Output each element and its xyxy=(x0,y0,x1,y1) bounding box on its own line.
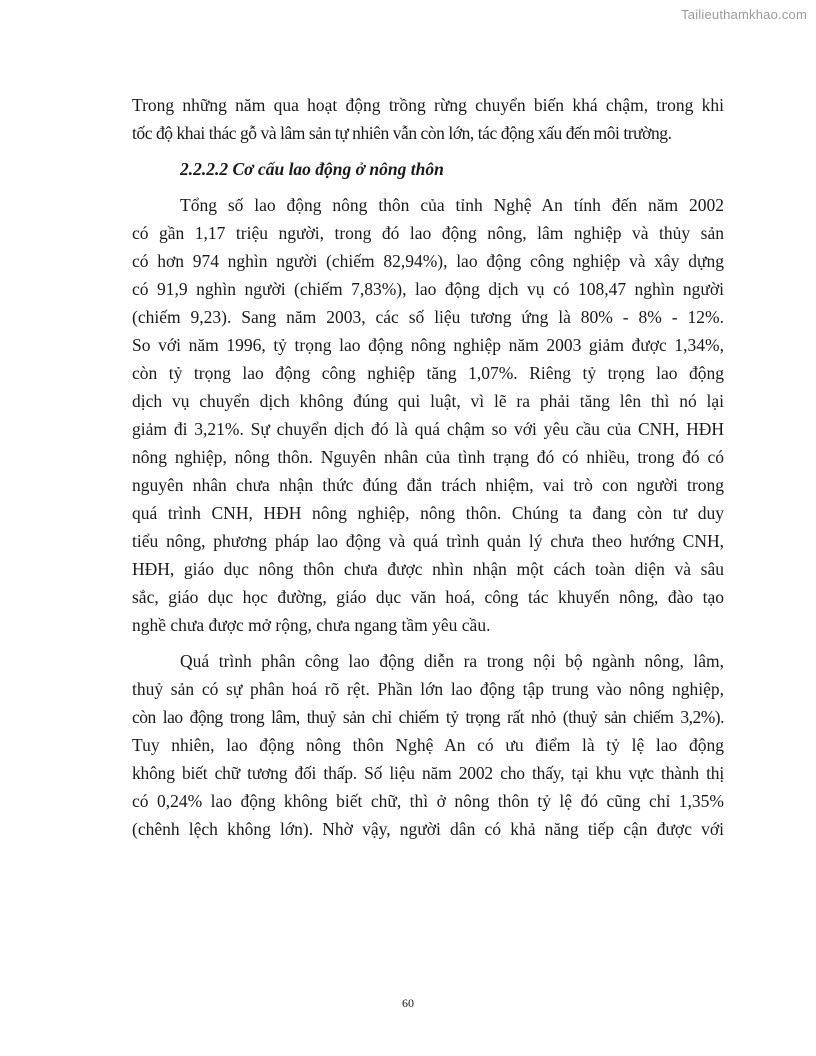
paragraph-line: So với năm 1996, tỷ trọng lao động nông nghiệp năm 2003 giảm được 1,34%, xyxy=(132,335,724,355)
paragraph-line: có 0,24% lao động không biết chữ, thì ở nông thôn tỷ lệ đó cũng chỉ 1,35% xyxy=(132,791,724,811)
paragraph-3 xyxy=(132,647,724,843)
paragraph-line: tốc độ khai thác gỗ và lâm sản tự nhiên vẫn còn lớn, tác động xấu đến môi trường. xyxy=(132,123,672,143)
paragraph-line: Tuy nhiên, lao động nông thôn Nghệ An có ưu điểm là tỷ lệ lao động xyxy=(132,735,724,755)
paragraph-line: giảm đi 3,21%. Sự chuyển dịch đó là quá chậm so với yêu cầu của CNH, HĐH xyxy=(132,419,724,439)
paragraph-line: có 91,9 nghìn người (chiếm 7,83%), lao động dịch vụ có 108,47 nghìn người xyxy=(132,279,724,299)
paragraph-2 xyxy=(132,191,724,639)
document-body xyxy=(132,91,724,843)
paragraph-line: (chiếm 9,23). Sang năm 2003, các số liệu tương ứng là 80% - 8% - 12%. xyxy=(132,307,724,327)
watermark-text: Tailieuthamkhao.com xyxy=(681,7,807,22)
paragraph-line: Trong những năm qua hoạt động trồng rừng chuyển biến khá chậm, trong khi xyxy=(132,95,724,115)
paragraph-line: có gần 1,17 triệu người, trong đó lao động nông, lâm nghiệp và thủy sản xyxy=(132,223,724,243)
paragraph-line: thuỷ sản có sự phân hoá rõ rệt. Phần lớn lao động tập trung vào nông nghiệp, xyxy=(132,679,724,699)
paragraph-1 xyxy=(132,91,724,147)
page-number: 60 xyxy=(402,996,414,1010)
paragraph-line: sắc, giáo dục học đường, giáo dục văn hoá, công tác khuyến nông, đào tạo xyxy=(132,587,724,607)
paragraph-line: nguyên nhân chưa nhận thức đúng đắn trách nhiệm, vai trò con người trong xyxy=(132,475,724,495)
paragraph-line: Tổng số lao động nông thôn của tỉnh Nghệ An tính đến năm 2002 xyxy=(180,195,724,215)
paragraph-line: Quá trình phân công lao động diễn ra trong nội bộ ngành nông, lâm, xyxy=(180,651,724,671)
paragraph-line: HĐH, giáo dục nông thôn chưa được nhìn nhận một cách toàn diện và sâu xyxy=(132,559,724,579)
paragraph-line: dịch vụ chuyển dịch không đúng qui luật, vì lẽ ra phải tăng lên thì nó lại xyxy=(132,391,724,411)
paragraph-line: nông nghiệp, nông thôn. Nguyên nhân của tình trạng đó có nhiều, trong đó có xyxy=(132,447,724,467)
section-heading: 2.2.2.2 Cơ cấu lao động ở nông thôn xyxy=(180,159,444,179)
paragraph-line: còn tỷ trọng lao động công nghiệp tăng 1,07%. Riêng tỷ trọng lao động xyxy=(132,363,724,383)
paragraph-spacer xyxy=(132,639,724,647)
paragraph-line: có hơn 974 nghìn người (chiếm 82,94%), lao động công nghiệp và xây dựng xyxy=(132,251,724,271)
paragraph-line: (chênh lệch không lớn). Nhờ vậy, người dân có khả năng tiếp cận được với xyxy=(132,819,724,839)
paragraph-line: tiểu nông, phương pháp lao động và quá trình quản lý chưa theo hướng CNH, xyxy=(132,531,724,551)
paragraph-line: còn lao động trong lâm, thuỷ sản chỉ chiếm tỷ trọng rất nhỏ (thuỷ sản chiếm 3,2%). xyxy=(132,707,724,727)
paragraph-line: không biết chữ tương đối thấp. Số liệu năm 2002 cho thấy, tại khu vực thành thị xyxy=(132,763,724,783)
paragraph-line: nghề chưa được mở rộng, chưa ngang tầm yêu cầu. xyxy=(132,615,491,635)
paragraph-line: quá trình CNH, HĐH nông nghiệp, nông thôn. Chúng ta đang còn tư duy xyxy=(132,503,724,523)
